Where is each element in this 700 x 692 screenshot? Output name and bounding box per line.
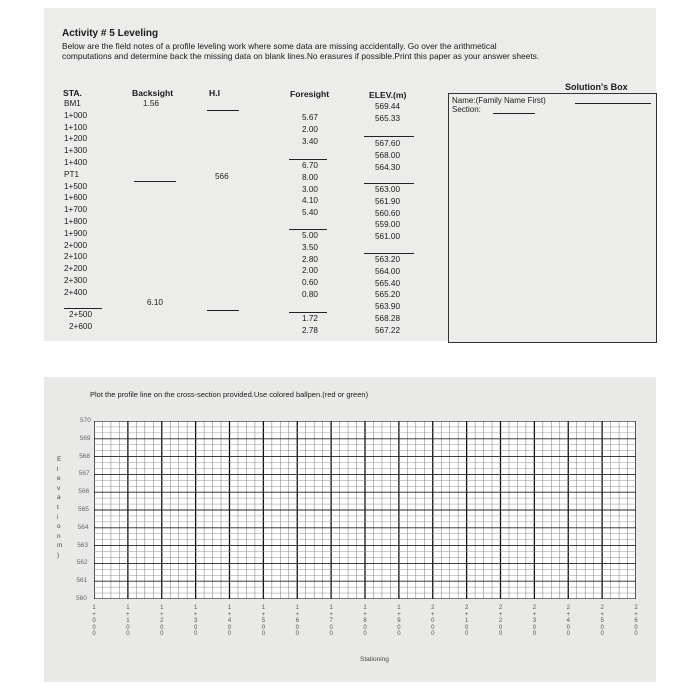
foresight-group-4 xyxy=(302,313,318,337)
elevation-cell: 565.33 xyxy=(375,113,401,123)
x-tick-label: 1+800 xyxy=(363,605,367,637)
hi-blank-1 xyxy=(207,110,239,111)
name-blank[interactable] xyxy=(575,103,651,104)
y-tick-label: 569 xyxy=(79,434,91,442)
header-backsight: Backsight xyxy=(132,88,174,98)
elevation-cell: 563.00 xyxy=(375,185,401,194)
foresight-cell: 5.67 xyxy=(302,113,318,122)
y-axis-title-letter: ) xyxy=(57,551,60,559)
hi-value: 566 xyxy=(215,172,229,181)
y-axis-title-letter: o xyxy=(57,523,61,531)
y-axis-title-letter: a xyxy=(57,494,61,502)
x-tick-label: 1+100 xyxy=(126,605,130,637)
elevation-group-3 xyxy=(375,184,400,243)
name-label: Name:(Family Name First) xyxy=(452,96,546,105)
foresight-cell: 4.10 xyxy=(302,196,318,206)
x-tick-label: 2+300 xyxy=(532,605,537,637)
solution-box-title: Solution's Box xyxy=(565,82,628,92)
foresight-cell: 5.40 xyxy=(302,208,318,218)
instructions-line-2: computations and determine back the missing data on blank lines.No erasures if possible.Print this paper as your answer sheets. xyxy=(62,51,540,61)
foresight-cell: 2.00 xyxy=(302,124,318,134)
x-tick-label: 2+400 xyxy=(566,605,570,637)
elevation-cell: 564.00 xyxy=(375,266,401,276)
header-foresight: Foresight xyxy=(290,89,330,99)
elevation-cell: 560.60 xyxy=(375,208,401,218)
elevation-cell: 568.28 xyxy=(375,313,401,323)
x-tick-label: 2+500 xyxy=(600,605,604,637)
x-tick-label: 2+600 xyxy=(634,605,638,637)
station-cell: 1+900 xyxy=(64,228,87,238)
foresight-cell: 3.00 xyxy=(302,184,318,194)
station-cell: 1+700 xyxy=(64,205,87,215)
elevation-group-2 xyxy=(375,138,400,173)
station-cell: 1+600 xyxy=(64,193,87,203)
x-tick-label: 1+000 xyxy=(92,605,96,637)
cross-section-grid[interactable] xyxy=(94,421,636,599)
field-notes-sheet xyxy=(44,8,656,341)
y-tick-label: 570 xyxy=(80,417,91,424)
foresight-cell: 8.00 xyxy=(302,172,318,182)
backsight-bm1: 1.56 xyxy=(143,99,159,108)
x-tick-label: 1+200 xyxy=(159,605,164,637)
y-tick-label: 567 xyxy=(78,470,90,478)
backsight-blank-pt1 xyxy=(134,181,176,182)
y-axis-title-letter: l xyxy=(57,465,59,473)
y-axis-title-letter: i xyxy=(57,513,59,521)
y-axis-title-letter: e xyxy=(57,475,61,483)
y-axis-title-letter: m xyxy=(57,542,63,550)
station-cell: 2+100 xyxy=(64,252,87,262)
y-tick-label: 566 xyxy=(78,488,90,496)
y-axis-title-letter: n xyxy=(57,532,61,540)
section-label: Section: xyxy=(452,105,481,114)
foresight-cell: 3.40 xyxy=(302,136,318,146)
elevation-blank-1 xyxy=(364,136,414,137)
elevation-cell: 559.00 xyxy=(375,220,401,230)
elevation-cell: 564.30 xyxy=(375,162,401,172)
station-cell: 1+100 xyxy=(64,122,87,132)
instructions-line-1: Below are the field notes of a profile leveling work where some data are missing accidentally. Go over the arithmetical xyxy=(62,41,497,51)
solution-box[interactable] xyxy=(448,93,657,343)
elevation-cell: 565.20 xyxy=(375,290,401,300)
x-tick-label: 1+700 xyxy=(329,605,333,637)
x-tick-label: 2+100 xyxy=(464,605,469,637)
foresight-cell: 0.60 xyxy=(302,278,318,288)
y-tick-label: 561 xyxy=(76,577,88,585)
foresight-cell: 2.78 xyxy=(302,325,318,335)
station-cell: 1+800 xyxy=(64,216,87,226)
y-tick-label: 564 xyxy=(77,523,89,531)
station-cell: 2+200 xyxy=(64,264,87,274)
station-tail-column xyxy=(69,309,92,333)
station-cell: 1+000 xyxy=(64,110,87,120)
x-tick-label: 1+400 xyxy=(227,605,232,637)
x-tick-label: 1+300 xyxy=(193,605,198,637)
y-axis-title xyxy=(57,455,62,561)
section-blank[interactable] xyxy=(493,113,535,114)
station-cell: 1+500 xyxy=(64,181,87,191)
x-axis-title: Stationing xyxy=(360,656,389,663)
foresight-cell: 6.70 xyxy=(302,161,318,170)
station-cell: 2+600 xyxy=(69,321,92,331)
y-tick-label: 560 xyxy=(76,595,87,602)
foresight-cell: 2.00 xyxy=(302,266,318,276)
elevation-cell: 568.00 xyxy=(375,150,401,160)
y-axis-title-letter: t xyxy=(57,503,59,511)
y-tick-label: 568 xyxy=(79,452,91,460)
station-cell: 2+400 xyxy=(64,287,87,297)
elevation-group-4 xyxy=(375,254,400,337)
foresight-cell: 1.72 xyxy=(302,314,318,323)
x-tick-label: 2+000 xyxy=(430,605,435,637)
foresight-group-2 xyxy=(302,160,318,219)
foresight-cell: 2.80 xyxy=(302,254,318,264)
elevation-cell: 567.60 xyxy=(375,139,401,148)
elevation-cell: 565.40 xyxy=(375,278,401,288)
plot-instruction: Plot the profile line on the cross-section provided.Use colored ballpen.(red or green) xyxy=(90,390,369,399)
station-column xyxy=(64,98,87,299)
station-cell: 2+300 xyxy=(64,275,87,285)
station-cell: 1+200 xyxy=(64,134,87,144)
activity-title: Activity # 5 Leveling xyxy=(62,28,159,39)
elevation-cell: 561.00 xyxy=(375,232,401,242)
foresight-cell: 0.80 xyxy=(302,289,318,299)
x-tick-label: 1+900 xyxy=(397,605,401,637)
foresight-group-3 xyxy=(302,230,318,301)
foresight-cell: 5.00 xyxy=(302,231,318,240)
x-tick-label: 2+200 xyxy=(498,605,503,637)
station-cell: 1+400 xyxy=(64,157,87,167)
hi-blank-2 xyxy=(207,310,239,311)
x-tick-label: 1+500 xyxy=(261,605,266,637)
y-axis-title-letter: v xyxy=(57,484,61,492)
station-cell: BM1 xyxy=(64,99,81,108)
profile-plot-sheet xyxy=(44,377,656,682)
y-axis-title-letter: E xyxy=(57,456,62,463)
y-tick-label: 563 xyxy=(77,541,89,549)
header-hi: H.I xyxy=(209,88,220,98)
station-cell: 1+300 xyxy=(64,146,87,156)
elevation-group-1 xyxy=(375,101,400,125)
elevation-cell: 563.20 xyxy=(375,255,401,264)
x-tick-label: 1+600 xyxy=(295,605,299,637)
y-tick-label: 562 xyxy=(76,559,88,567)
elevation-cell: 567.22 xyxy=(375,325,401,335)
header-station: STA. xyxy=(63,88,82,98)
y-tick-label: 565 xyxy=(78,506,89,513)
station-cell: 2+000 xyxy=(64,240,87,250)
foresight-group-1 xyxy=(302,112,318,147)
header-elevation: ELEV.(m) xyxy=(369,90,407,100)
elevation-cell: 569.44 xyxy=(375,102,401,111)
elevation-cell: 561.90 xyxy=(375,196,401,206)
station-cell: 2+500 xyxy=(69,310,92,319)
station-cell: PT1 xyxy=(64,169,80,179)
foresight-cell: 3.50 xyxy=(302,242,318,252)
backsight-value-2: 6.10 xyxy=(147,298,163,307)
elevation-cell: 563.90 xyxy=(375,302,401,312)
